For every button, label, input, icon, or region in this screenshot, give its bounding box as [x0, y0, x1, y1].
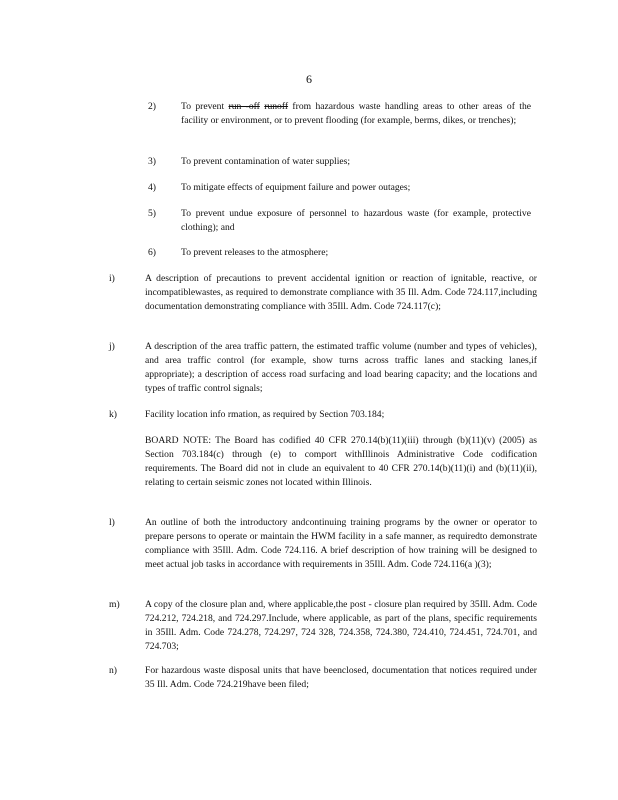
item-text-pre: To prevent [181, 101, 229, 112]
item-label: l) [109, 517, 115, 528]
item-label: 5) [148, 208, 156, 219]
item-label: j) [109, 341, 115, 352]
item-text [181, 100, 531, 128]
item-text: To mitigate effects of equipment failure and power outages; [181, 182, 411, 193]
item-label: 3) [148, 156, 156, 167]
item-label: 4) [148, 182, 156, 193]
item-text-post: from hazardous waste handling areas to other areas of the facility or environment, or to prevent flooding (for example, berms, dikes, or trenches); [181, 101, 531, 126]
item-text: An outline of both the introductory andcontinuing training programs by the owner or operator to prepare persons to operate or maintain the HWM facility in a safe manner, as requiredto demonstrate compliance with 35Ill. Adm. Code 724.116. A brief description of how training will be designed to meet actual job tasks in accordance with requirements in 35Ill. Adm. Code 724.116(a )(3); [145, 517, 537, 570]
item-label: m) [109, 599, 120, 610]
item-text: To prevent releases to the atmosphere; [181, 247, 329, 258]
item-text: To prevent contamination of water supplies; [181, 156, 351, 167]
item-label: 2) [148, 101, 156, 112]
item-text: A description of the area traffic pattern, the estimated traffic volume (number and types of vehicles), and area traffic control (for example, show turns across traffic lanes and stacking lanes,if appropriate); a description of access road surfacing and load bearing capacity; and the locations and types of traffic control signals; [145, 341, 537, 394]
item-label: 6) [148, 247, 156, 258]
page-number: 6 [306, 72, 312, 86]
item-label: i) [109, 273, 115, 284]
board-note-text: BOARD NOTE: The Board has codified 40 CFR 270.14(b)(11)(iii) through (b)(11)(v) (2005) as Section 703.184(c) through (e) to comport withIllinois Administrative Code codification requirements. The Board did not in clude an equivalent to 40 CFR 270.14(b)(11)(i) and (b)(11)(ii), relating to certain seismic zones not located within Illinois. [145, 435, 537, 488]
item-text: A description of precautions to prevent accidental ignition or reaction of ignitable, reactive, or incompatiblewastes, as required to demonstrate compliance with 35 Ill. Adm. Code 724.117,including documentation demonstrating compliance with 35Ill. Adm. Code 724.117(c); [145, 273, 537, 312]
item-text: To prevent undue exposure of personnel to hazardous waste (for example, protective clothing); and [181, 208, 531, 233]
item-text: Facility location info rmation, as required by Section 703.184; [145, 409, 385, 420]
struck-text-runoff: runoff [264, 101, 289, 112]
struck-text-run-off: run -off [228, 101, 260, 112]
item-label: k) [109, 409, 117, 420]
item-label: n) [109, 665, 117, 676]
item-text: A copy of the closure plan and, where applicable,the post - closure plan required by 35Ill. Adm. Code 724.212, 724.218, and 724.297.Include, where applicable, as part of the plans, specific requirements in 35Ill. Adm. Code 724.278, 724.297, 724 328, 724.358, 724.380, 724.410, 724.451, 724.701, and 724.703; [145, 599, 537, 652]
item-text: For hazardous waste disposal units that have beenclosed, documentation that notices required under 35 Ill. Adm. Code 724.219have been filed; [145, 665, 537, 690]
